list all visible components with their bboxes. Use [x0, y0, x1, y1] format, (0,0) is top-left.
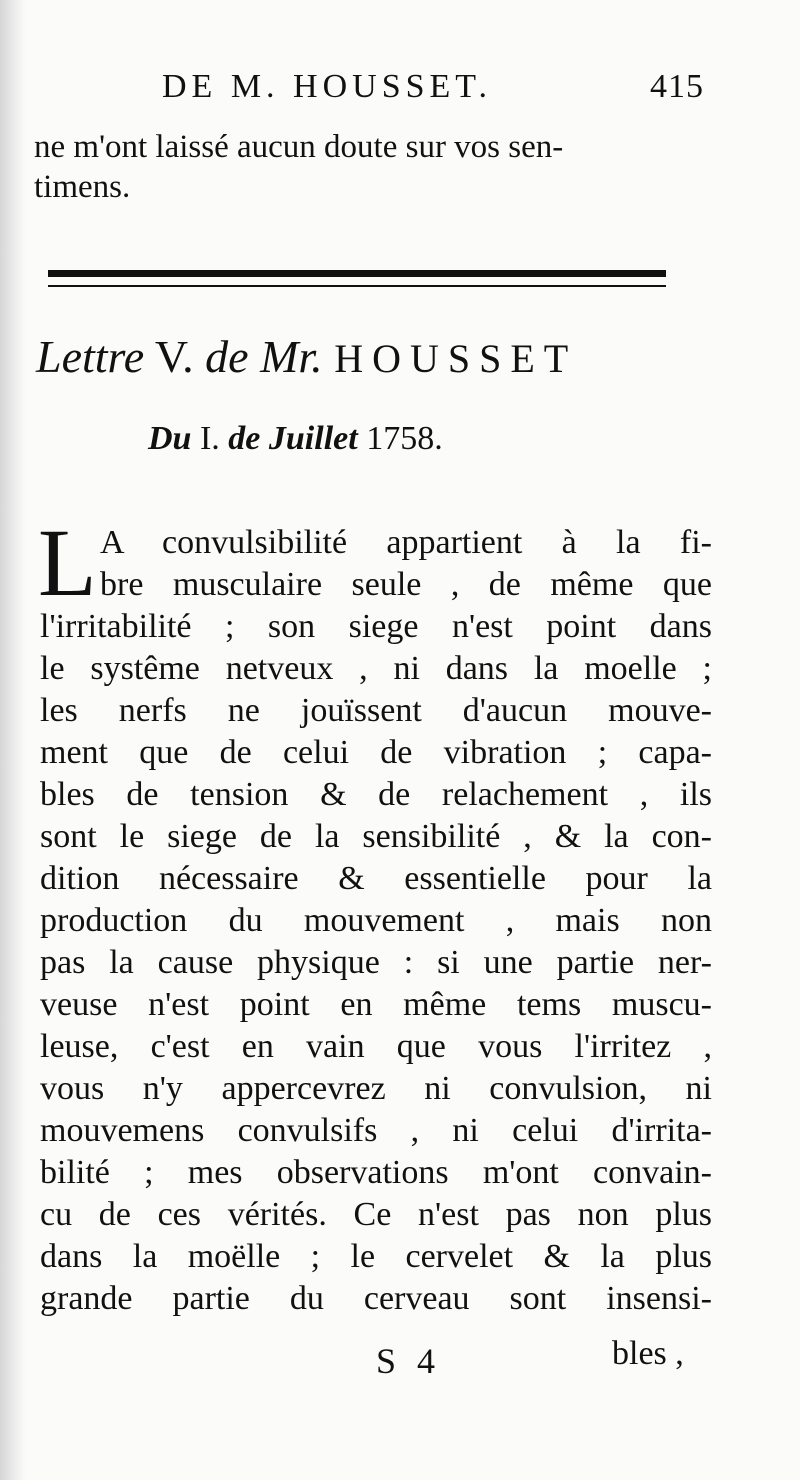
body-line: dans la moëlle ; le cervelet & la plus: [40, 1238, 712, 1275]
body-line: sont le siege de la sensibilité , & la con-: [40, 818, 712, 855]
letter-date: [148, 420, 648, 458]
body-line: les nerfs ne jouïssent d'aucun mouve-: [40, 692, 712, 729]
body-line: l'irritabilité ; son siege n'est point dans: [40, 608, 712, 645]
date-du: Du: [148, 420, 192, 457]
body-line: bles de tension & de relachement , ils: [40, 776, 712, 813]
body-line: grande partie du cerveau sont insensi-: [40, 1280, 712, 1317]
body-line: bre musculaire seule , de même que: [100, 566, 712, 603]
body-line: dition nécessaire & essentielle pour la: [40, 860, 712, 897]
body-line: bilité ; mes observations m'ont convain-: [40, 1154, 712, 1191]
section-rule-thin: [48, 285, 666, 287]
running-head-title: DE M. HOUSSET.: [162, 68, 493, 105]
body-line: leuse, c'est en vain que vous l'irritez ,: [40, 1028, 712, 1065]
heading-de: de: [205, 331, 249, 382]
letter-heading: [36, 330, 716, 383]
date-year: 1758.: [366, 420, 443, 457]
running-head: [150, 68, 710, 118]
continuation-line: timens.: [34, 169, 131, 205]
body-line: A convulsibilité appartient à la fi-: [100, 524, 712, 561]
heading-mr: Mr.: [260, 331, 323, 382]
body-line: le systême netveux , ni dans la moelle ;: [40, 650, 712, 687]
gutter-shadow: [0, 0, 26, 1480]
section-rule-thick: [48, 270, 666, 277]
page-number: 415: [650, 68, 704, 105]
heading-lettre: Lettre: [36, 331, 145, 382]
body-line: pas la cause physique : si une partie ner-: [40, 944, 712, 981]
body-line: vous n'y appercevrez ni convulsion, ni: [40, 1070, 712, 1107]
date-month: de Juillet: [228, 420, 358, 457]
date-day: I.: [199, 420, 220, 457]
continuation-line: ne m'ont laissé aucun doute sur vos sen-: [34, 129, 564, 165]
heading-numeral: V.: [154, 331, 194, 382]
heading-name: HOUSSET: [334, 336, 578, 381]
body-line: veuse n'est point en même tems muscu-: [40, 986, 712, 1023]
gathering-signature: S 4: [376, 1341, 442, 1381]
catchword: bles ,: [612, 1335, 684, 1372]
body-line: mouvemens convulsifs , ni celui d'irrita-: [40, 1112, 712, 1149]
body-line: production du mouvement , mais non: [40, 902, 712, 939]
body-line: ment que de celui de vibration ; capa-: [40, 734, 712, 771]
drop-cap: L: [38, 509, 97, 616]
body-line: cu de ces vérités. Ce n'est pas non plus: [40, 1196, 712, 1233]
